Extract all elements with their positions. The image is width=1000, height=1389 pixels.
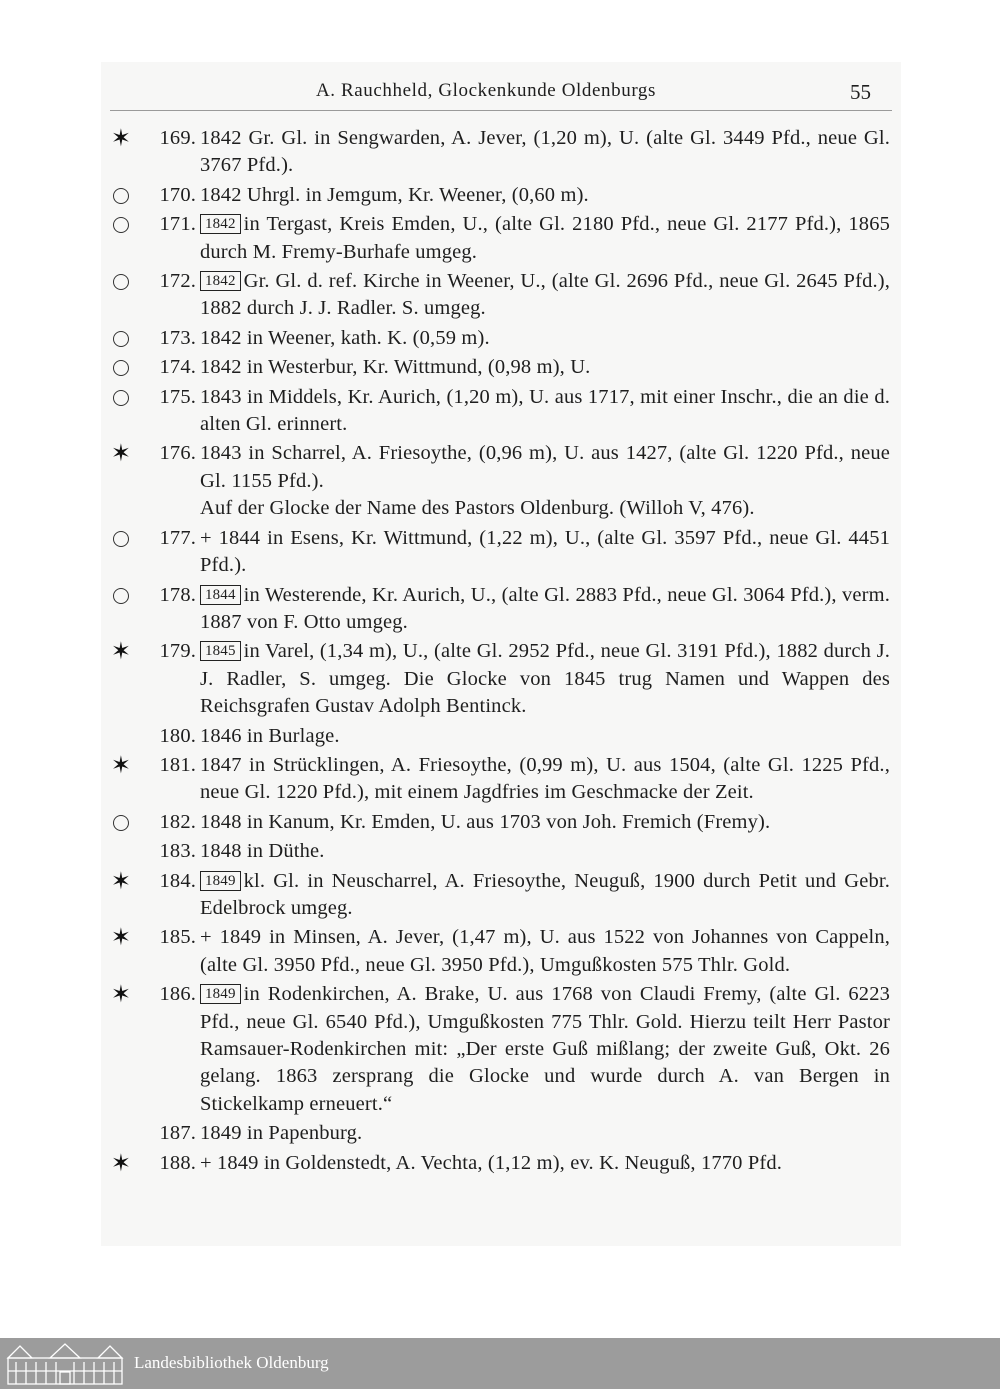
star-icon: ✶ — [110, 126, 132, 152]
bell-entry — [110, 868, 890, 923]
entry-text: + 1844 in Esens, Kr. Wittmund, (1,22 m), U., (alte Gl. 3597 Pfd., neue Gl. 4451 Pfd.). — [200, 526, 890, 577]
circle-icon — [110, 357, 132, 379]
star-icon: ✶ — [110, 639, 132, 666]
library-building-logo — [6, 1342, 124, 1386]
star-icon: ✶ — [110, 925, 132, 952]
header-divider — [110, 110, 892, 111]
entry-text: in Tergast, Kreis Emden, U., (alte Gl. 2180 Pfd., neue Gl. 2177 Pfd.), 1865 durch M. Fremy-Burhafe umgeg. — [200, 213, 890, 263]
boxed-year: 1849 — [200, 871, 241, 891]
entry-number: 170. — [159, 183, 196, 206]
circle-icon — [110, 585, 132, 607]
entry-number: 183. — [159, 840, 196, 863]
bell-entry — [110, 440, 890, 522]
running-title: A. Rauchheld, Glockenkunde Oldenburgs — [315, 80, 657, 101]
entry-text: 1843 in Middels, Kr. Aurich, (1,20 m), U. aus 1717, mit einer Inschr., die an die d. alten Gl. erinnert. — [200, 385, 890, 436]
entry-text: 1849 in Papenburg. — [200, 1122, 363, 1145]
entry-text: 1842 Gr. Gl. in Sengwarden, A. Jever, (1,20 m), U. (alte Gl. 3449 Pfd., neue Gl. 3767 Pfd.). — [200, 127, 890, 177]
entry-number: 176. — [159, 442, 196, 465]
entry-number: 184. — [159, 869, 196, 892]
entry-number: 188. — [159, 1151, 196, 1174]
entry-text: 1842 Uhrgl. in Jemgum, Kr. Weener, (0,60 m). — [200, 183, 589, 206]
entry-note: Auf der Glocke der Name des Pastors Oldenburg. (Willoh V, 476). — [200, 497, 755, 520]
star-icon: ✶ — [110, 982, 132, 1009]
boxed-year: 1849 — [200, 984, 241, 1004]
entry-number: 186. — [159, 983, 196, 1006]
entry-text: Gr. Gl. d. ref. Kirche in Weener, U., (alte Gl. 2696 Pfd., neue Gl. 2645 Pfd.), 1882 durch J. J. Radler. S. umgeg. — [200, 270, 890, 320]
bell-entry — [110, 384, 890, 439]
bell-entry — [110, 182, 890, 209]
entry-number: 175. — [159, 385, 196, 408]
star-icon: ✶ — [110, 1150, 132, 1177]
circle-icon — [110, 214, 132, 236]
bell-entry — [110, 582, 890, 637]
entry-text: + 1849 in Minsen, A. Jever, (1,47 m), U. aus 1522 von Johannes von Cappeln, (alte Gl. 3950 Pfd., neue Gl. 3950 Pfd.), Umgußkosten 575 Thlr. Gold. — [200, 926, 890, 976]
bell-entry — [110, 525, 890, 580]
bell-entry — [110, 752, 890, 807]
entry-number: 169. — [159, 127, 196, 149]
entry-text: in Varel, (1,34 m), U., (alte Gl. 2952 Pfd., neue Gl. 3191 Pfd.), 1882 durch J. J. Radler, S. umgeg. Die Glocke von 1845 trug Namen und Wappen des Reichsgrafen Gustav Adolph Bentinck. — [200, 640, 890, 718]
bell-entry — [110, 981, 890, 1118]
entry-number: 173. — [159, 326, 196, 349]
bell-entry — [110, 809, 890, 836]
page-number: 55 — [850, 80, 871, 104]
bell-entry — [110, 838, 890, 865]
circle-icon — [110, 812, 132, 834]
bell-entry — [110, 211, 890, 266]
entry-text: kl. Gl. in Neuscharrel, A. Friesoythe, Neuguß, 1900 durch Petit und Gebr. Edelbrock umgeg. — [200, 869, 890, 919]
entry-text: 1842 in Westerbur, Kr. Wittmund, (0,98 m), U. — [200, 356, 591, 379]
circle-icon — [110, 387, 132, 409]
entry-text: 1848 in Düthe. — [200, 840, 325, 863]
entry-text: 1848 in Kanum, Kr. Emden, U. aus 1703 von Joh. Fremich (Fremy). — [200, 810, 771, 833]
star-icon: ✶ — [110, 752, 132, 779]
circle-icon — [110, 185, 132, 207]
entry-number: 180. — [159, 724, 196, 747]
boxed-year: 1844 — [200, 585, 241, 605]
entry-text: 1843 in Scharrel, A. Friesoythe, (0,96 m), U. aus 1427, (alte Gl. 1220 Pfd., neue Gl. 1155 Pfd.). — [200, 442, 890, 492]
entry-number: 172. — [159, 270, 196, 293]
entry-text: 1846 in Burlage. — [200, 724, 340, 747]
entry-text: 1847 in Strücklingen, A. Friesoythe, (0,99 m), U. aus 1504, (alte Gl. 1225 Pfd., neue Gl. 1220 Pfd.), mit einem Jagdfries im Geschmacke der Zeit. — [200, 753, 890, 804]
entry-number: 177. — [159, 526, 196, 549]
entry-text: 1842 in Weener, kath. K. (0,59 m). — [200, 326, 490, 349]
entry-number: 174. — [159, 356, 196, 379]
bell-entry — [110, 354, 890, 381]
boxed-year: 1842 — [200, 214, 241, 234]
page-header — [101, 62, 901, 120]
bell-entry-list — [110, 125, 890, 1179]
entry-text: in Rodenkirchen, A. Brake, U. aus 1768 von Claudi Fremy, (alte Gl. 6223 Pfd., neue Gl. 6540 Pfd.), Umgußkosten 775 Thlr. Gold. Hierzu teilt Herr Pastor Ramsauer-Rodenkirchen mit: „Der erste Guß mißlang; der zweite Guß, Okt. 26 gelang. 1863 zersprang die Glocke und wurde durch A. van Bergen in Stickelkamp erneuert.“ — [200, 983, 890, 1115]
entry-number: 171. — [159, 213, 196, 236]
bell-entry — [110, 268, 890, 323]
star-icon: ✶ — [110, 868, 132, 895]
entry-number: 181. — [159, 753, 196, 776]
entry-number: 185. — [159, 926, 196, 949]
circle-icon — [110, 271, 132, 293]
bell-entry — [110, 1150, 890, 1177]
circle-icon — [110, 528, 132, 550]
entry-text: + 1849 in Goldenstedt, A. Vechta, (1,12 m), ev. K. Neuguß, 1770 Pfd. — [200, 1151, 783, 1174]
bell-entry — [110, 325, 890, 352]
entry-number: 182. — [159, 810, 196, 833]
library-name: Landesbibliothek Oldenburg — [134, 1353, 329, 1372]
boxed-year: 1845 — [200, 641, 241, 661]
bell-entry — [110, 924, 890, 979]
circle-icon — [110, 328, 132, 350]
bell-entry — [110, 125, 890, 180]
star-icon: ✶ — [110, 441, 132, 468]
entry-number: 178. — [159, 583, 196, 606]
entry-number: 187. — [159, 1122, 196, 1145]
entry-number: 179. — [159, 640, 196, 663]
bell-entry — [110, 723, 890, 750]
bell-entry — [110, 1120, 890, 1147]
bell-entry — [110, 638, 890, 720]
boxed-year: 1842 — [200, 271, 241, 291]
entry-text: in Westerende, Kr. Aurich, U., (alte Gl. 2883 Pfd., neue Gl. 3064 Pfd.), verm. 1887 von F. Otto umgeg. — [200, 583, 890, 633]
footer-bar — [0, 1338, 1000, 1389]
